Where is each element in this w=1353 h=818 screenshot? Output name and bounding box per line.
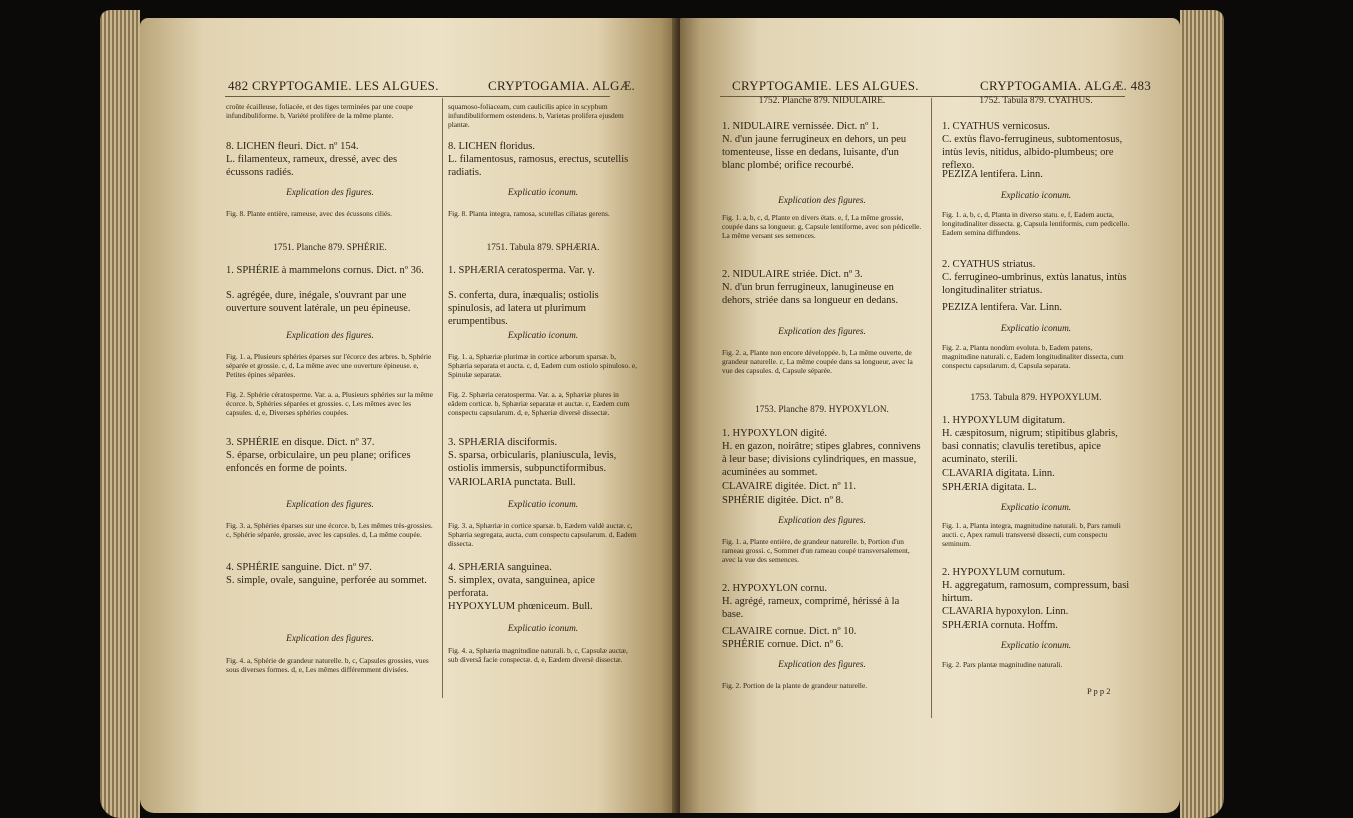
entry-heading: H. agrégé, rameux, comprimé, hérissé à la base. (722, 596, 900, 620)
figure-note: Fig. 1. a, Planta integra, magnitudine naturali. b, Pars ramuli aucti. c, Apex ramuli transversè dissecti, cum conspectu seminum. (942, 521, 1121, 548)
figure-note: Fig. 2. Sphérie cératosperme. Var. a. a, Plusieurs sphéries sur la même écorce. b, Sphéries séparées et grossies. c, Les mêmes avec les capsules. d, e, Diverses sphéries coupées. (226, 390, 433, 417)
entry-heading: C. extùs flavo-ferrugineus, subtomentosus, intùs levis, nitidus, albido-plumbeus; ore reflexo. (942, 134, 1123, 171)
entry-heading: CLAVARIA hypoxylon. Linn. (942, 606, 1069, 617)
left-running-head-fr: 482 CRYPTOGAMIE. LES ALGUES. (228, 78, 439, 93)
plate-title: 1753. Tabula 879. HYPOXYLUM. (970, 393, 1102, 403)
figure-note: Fig. 2. Sphæria ceratosperma. Var. a. a, Sphæriæ plures in eâdem corticæ. b, Sphæriæ separatæ et auctæ. c, Eædem cum conspectu capsularum. d, e, Sphæriæ diversè dissectæ. (448, 390, 630, 417)
column-divider (442, 98, 443, 698)
header-rule (225, 96, 610, 97)
column-divider (931, 98, 932, 718)
figure-note: Fig. 2. Portion de la plante de grandeur naturelle. (722, 681, 868, 690)
section-caption: Explication des figures. (286, 331, 374, 341)
figure-note: Fig. 1. a, Plante entière, de grandeur naturelle. b, Portion d'un rameau grossi. c, Sommet d'un rameau coupé transversalement, avec la vue des semences. (722, 537, 910, 564)
figure-note: Fig. 1. a, b, c, d, Plante en divers états. e, f, La même grossie, coupée dans sa longueur. g, Capsule lentiforme, avec son pédicelle. La même versant ses semences. (722, 213, 922, 240)
entry-heading: 8. LICHEN fleuri. Dict. nº 154. (226, 141, 359, 152)
plate-title: 1752. Planche 879. NIDULAIRE. (758, 96, 886, 106)
right-page-stack-edge (1180, 10, 1224, 818)
entry-heading: N. d'un brun ferrugineux, lanugineuse en dehors, striée dans sa longueur en dedans. (722, 282, 899, 306)
entry-heading: 1. HYPOXYLON digité. (722, 428, 827, 439)
entry-heading: 2. NIDULAIRE striée. Dict. nº 3. (722, 269, 863, 280)
entry-heading: 2. HYPOXYLON cornu. (722, 583, 827, 594)
entry-heading: S. éparse, orbiculaire, un peu plane; orifices enfoncés en forme de points. (226, 450, 411, 474)
right-page (680, 18, 1180, 813)
figure-note: Fig. 4. a, Sphæria magnitudine naturali. b, c, Capsulæ auctæ, sub diversâ facie conspectæ. d, e, Eædem diversè dissectæ. (448, 646, 628, 664)
figure-note: Fig. 3. a, Sphéries éparses sur une écorce. b, Les mêmes très-grossies. c, Sphérie séparée, grossie, avec les capsules. d, La même coupée. (226, 521, 433, 539)
entry-heading: 3. SPHÉRIE en disque. Dict. nº 37. (226, 437, 375, 448)
section-caption: Explicatio iconum. (1000, 641, 1072, 651)
section-caption: Explicatio iconum. (507, 500, 579, 510)
section-caption: Explication des figures. (286, 500, 374, 510)
entry-heading: H. aggregatum, ramosum, compressum, basi hirtum. (942, 580, 1130, 604)
entry-heading: 4. SPHÆRIA sanguinea. (448, 562, 552, 573)
entry-heading: 2. HYPOXYLUM cornutum. (942, 567, 1066, 578)
left-page (140, 18, 677, 813)
entry-heading: S. simple, ovale, sanguine, perforée au sommet. (226, 575, 427, 586)
figure-note: Fig. 8. Planta integra, ramosa, scutellas ciliatas gerens. (448, 209, 610, 218)
section-caption: Explicatio iconum. (507, 188, 579, 198)
figure-note: croûte écailleuse, foliacée, et des tiges terminées par une coupe infundibuliforme. b, Variété prolifère de la même plante. (226, 102, 413, 120)
entry-heading: 4. SPHÉRIE sanguine. Dict. nº 97. (226, 562, 372, 573)
entry-heading: HYPOXYLUM phœniceum. Bull. (448, 601, 593, 612)
entry-heading: 1. SPHÉRIE à mammelons cornus. Dict. nº 36. (226, 265, 424, 276)
left-page-stack-edge (100, 10, 140, 818)
section-caption: Explicatio iconum. (1000, 503, 1072, 513)
entry-heading: SPHÆRIA cornuta. Hoffm. (942, 620, 1058, 631)
figure-note: Fig. 2. a, Planta nondùm evoluta. b, Eadem patens, magnitudine naturali. c, Eadem longitudinaliter dissecta, cum conspectu capsularum. d, Capsula separata. (942, 343, 1124, 370)
entry-heading: S. agrégée, dure, inégale, s'ouvrant par une ouverture souvent latérale, un peu épineuse. (226, 290, 411, 314)
entry-heading: CLAVARIA digitata. Linn. (942, 468, 1055, 479)
section-caption: Explicatio iconum. (1000, 324, 1072, 334)
section-caption: Explication des figures. (286, 634, 374, 644)
entry-heading: CLAVAIRE digitée. Dict. nº 11. (722, 481, 857, 492)
figure-note: Fig. 1. a, Sphæriæ plurimæ in cortice arborum sparsæ. b, Sphæria separata et aucta. c, d, Eadem cum ostiolo spinuloso. e, Spinulæ separatæ. (448, 352, 638, 379)
figure-note: Fig. 8. Plante entière, rameuse, avec des écussons ciliés. (226, 209, 393, 218)
figure-note: squamoso-foliaceam, cum caulicilis apice in scyphum infundibuliformem ostendens. b, Varietas prolifera ejusdem plantæ. (448, 102, 624, 129)
section-caption: Explication des figures. (778, 660, 866, 670)
right-running-head-fr: CRYPTOGAMIE. LES ALGUES. (732, 78, 919, 93)
entry-heading: PEZIZA lentifera. Linn. (942, 169, 1043, 180)
entry-heading: H. en gazon, noirâtre; stipes glabres, connivens à leur base; divisions cylindriques, en massue, acuminées au sommet. (722, 441, 921, 478)
left-running-head-la: CRYPTOGAMIA. ALGÆ. (488, 78, 636, 93)
section-caption: Explication des figures. (286, 188, 374, 198)
figure-note: Fig. 1. a, b, c, d, Planta in diverso statu. e, f, Eadem aucta, longitudinaliter dissecta. g, Capsula lentiformis, cum pedicello. Eadem semina diffundens. (942, 210, 1130, 237)
entry-heading: 3. SPHÆRIA disciformis. (448, 437, 558, 448)
plate-title: 1751. Planche 879. SPHÉRIE. (273, 243, 387, 253)
entry-heading: 2. CYATHUS striatus. (942, 259, 1036, 270)
plate-title: 1751. Tabula 879. SPHÆRIA. (486, 243, 600, 253)
entry-heading: PEZIZA lentifera. Var. Linn. (942, 302, 1062, 313)
section-caption: Explication des figures. (778, 327, 866, 337)
entry-heading: 1. HYPOXYLUM digitatum. (942, 415, 1066, 426)
entry-heading: S. simplex, ovata, sanguinea, apice perforata. (448, 575, 595, 599)
signature-mark: P p p 2 (1087, 686, 1111, 696)
entry-heading: SPHÆRIA digitata. L. (942, 482, 1037, 493)
section-caption: Explicatio iconum. (507, 624, 579, 634)
figure-note: Fig. 1. a, Plusieurs sphéries éparses sur l'écorce des arbres. b, Sphérie séparée et grossie. c, d, La même avec une ouverture épineuse. e, Petites épines séparées. (226, 352, 432, 379)
section-caption: Explication des figures. (778, 196, 866, 206)
entry-heading: L. filamenteux, rameux, dressé, avec des écussons radiés. (226, 154, 398, 178)
plate-title: 1752. Tabula 879. CYATHUS. (979, 96, 1093, 106)
entry-heading: 1. NIDULAIRE vernissée. Dict. nº 1. (722, 121, 879, 132)
entry-heading: S. sparsa, orbicularis, planiuscula, levis, ostiolis immersis, subpunctiformibus. (448, 450, 617, 474)
entry-heading: C. ferrugineo-umbrinus, extùs lanatus, intùs longitudinaliter striatus. (942, 272, 1127, 296)
figure-note: Fig. 4. a, Sphérie de grandeur naturelle. b, c, Capsules grossies, vues sous diverses formes. d, e, Les mêmes différemment divisées. (226, 656, 429, 674)
entry-heading: H. cæspitosum, nigrum; stipitibus glabris, basi connatis; clavulis teretibus, apice acuminato, sterili. (942, 428, 1118, 465)
figure-note: Fig. 2. a, Plante non encore développée. b, La même ouverte, de grandeur naturelle. c, La même coupée dans sa longueur, avec la vue des capsules. d, Capsule séparée. (722, 348, 913, 375)
entry-heading: N. d'un jaune ferrugineux en dehors, un peu tomenteuse, lisse en dedans, luisante, d'un blanc plombé; orifice recourbé. (722, 134, 907, 171)
entry-heading: S. conferta, dura, inæqualis; ostiolis spinulosis, ad latera ut plurimum erumpentibus. (448, 290, 599, 327)
right-running-head-la: CRYPTOGAMIA. ALGÆ. 483 (980, 78, 1152, 93)
section-caption: Explicatio iconum. (507, 331, 579, 341)
section-caption: Explicatio iconum. (1000, 191, 1072, 201)
entry-heading: SPHÉRIE cornue. Dict. nº 6. (722, 639, 844, 650)
entry-heading: 1. SPHÆRIA ceratosperma. Var. γ. (448, 265, 595, 276)
plate-title: 1753. Planche 879. HYPOXYLON. (755, 405, 889, 415)
figure-note: Fig. 2. Pars plantæ magnitudine naturali. (942, 660, 1063, 669)
section-caption: Explication des figures. (778, 516, 866, 526)
entry-heading: 1. CYATHUS vernicosus. (942, 121, 1050, 132)
entry-heading: L. filamentosus, ramosus, erectus, scutellis radiatis. (448, 154, 629, 178)
entry-heading: CLAVAIRE cornue. Dict. nº 10. (722, 626, 857, 637)
figure-note: Fig. 3. a, Sphæriæ in cortice sparsæ. b, Eædem valdè auctæ. c, Sphæria segregata, aucta, cum conspectu capsularum. d, Eadem dissecta. (448, 521, 637, 548)
entry-heading: 8. LICHEN floridus. (448, 141, 535, 152)
entry-heading: SPHÉRIE digitée. Dict. nº 8. (722, 495, 844, 506)
entry-heading: VARIOLARIA punctata. Bull. (448, 477, 576, 488)
